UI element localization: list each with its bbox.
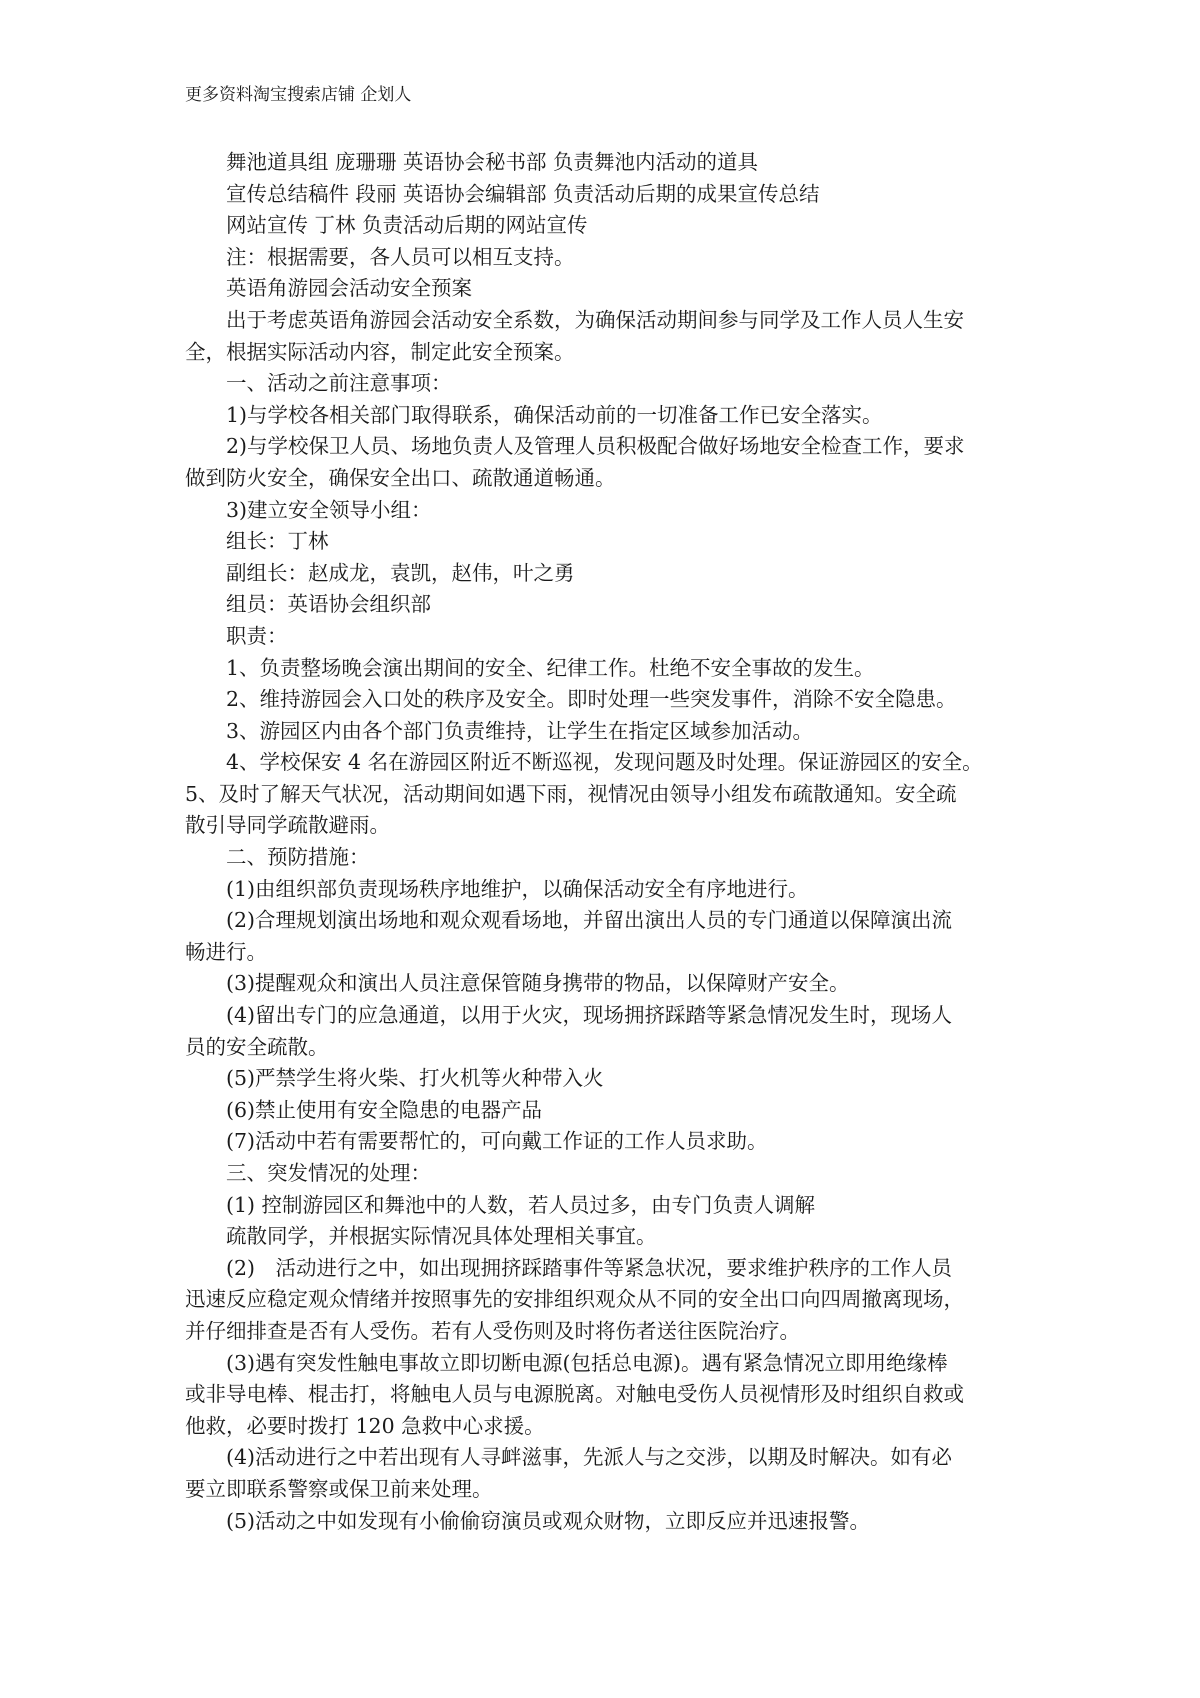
page-header: 更多资料淘宝搜索店铺 企划人	[185, 85, 412, 105]
text-line: 1、负责整场晚会演出期间的安全、纪律工作。杜绝不安全事故的发生。	[226, 655, 875, 680]
text-line: 他救，必要时拨打 120 急救中心求援。	[185, 1413, 545, 1438]
text-line: (3)遇有突发性触电事故立即切断电源(包括总电源)。遇有紧急情况立即用绝缘棒	[226, 1350, 948, 1375]
text-line: (2)合理规划演出场地和观众观看场地，并留出演出人员的专门通道以保障演出流	[226, 908, 953, 933]
text-line: 做到防火安全，确保安全出口、疏散通道畅通。	[185, 465, 616, 490]
text-line: (5)活动之中如发现有小偷偷窃演员或观众财物，立即反应并迅速报警。	[226, 1508, 871, 1533]
text-line: (1) 控制游园区和舞池中的人数，若人员过多，由专门负责人调解	[226, 1192, 816, 1217]
text-line: 3、游园区内由各个部门负责维持，让学生在指定区域参加活动。	[226, 718, 814, 743]
text-line: 组长：丁林	[226, 529, 329, 554]
text-line: 员的安全疏散。	[185, 1034, 329, 1059]
text-line: (4)活动进行之中若出现有人寻衅滋事，先派人与之交涉，以期及时解决。如有必	[226, 1445, 953, 1470]
text-line: 职责：	[226, 623, 288, 648]
text-line: 并仔细排查是否有人受伤。若有人受伤则及时将伤者送往医院治疗。	[185, 1318, 800, 1343]
text-line: (6)禁止使用有安全隐患的电器产品	[226, 1097, 543, 1122]
text-line: 全，根据实际活动内容，制定此安全预案。	[185, 339, 575, 364]
text-line: 副组长：赵成龙，袁凯，赵伟，叶之勇	[226, 560, 575, 585]
text-line: 疏散同学，并根据实际情况具体处理相关事宜。	[226, 1224, 657, 1249]
text-line: (4)留出专门的应急通道，以用于火灾，现场拥挤踩踏等紧急情况发生时，现场人	[226, 1003, 953, 1028]
text-line: 英语角游园会活动安全预案	[226, 276, 472, 301]
text-line: 或非导电棒、棍击打，将触电人员与电源脱离。对触电受伤人员视情形及时组织自救或	[185, 1382, 964, 1407]
text-line: 一、活动之前注意事项：	[226, 371, 452, 396]
text-line: 2、维持游园会入口处的秩序及安全。即时处理一些突发事件，消除不安全隐患。	[226, 687, 957, 712]
text-line: 宣传总结稿件 段丽 英语协会编辑部 负责活动后期的成果宣传总结	[226, 181, 820, 206]
text-line: (2) 活动进行之中，如出现拥挤踩踏事件等紧急状况，要求维护秩序的工作人员	[226, 1255, 953, 1280]
text-line: (7)活动中若有需要帮忙的，可向戴工作证的工作人员求助。	[226, 1129, 768, 1154]
text-line: 畅进行。	[185, 939, 267, 964]
text-line: 1)与学校各相关部门取得联系，确保活动前的一切准备工作已安全落实。	[226, 402, 883, 427]
text-line: 4、学校保安 4 名在游园区附近不断巡视，发现问题及时处理。保证游园区的安全。	[226, 750, 983, 775]
text-line: 散引导同学疏散避雨。	[185, 813, 390, 838]
text-line: 舞池道具组 庞珊珊 英语协会秘书部 负责舞池内活动的道具	[226, 150, 759, 174]
text-line: 3)建立安全领导小组：	[226, 497, 432, 522]
text-line: 要立即联系警察或保卫前来处理。	[185, 1476, 493, 1501]
text-line: (3)提醒观众和演出人员注意保管随身携带的物品，以保障财产安全。	[226, 971, 850, 996]
text-line: 2)与学校保卫人员、场地负责人及管理人员积极配合做好场地安全检查工作，要求	[226, 434, 965, 459]
text-line: 出于考虑英语角游园会活动安全系数，为确保活动期间参与同学及工作人员人生安	[226, 307, 964, 332]
text-line: 三、突发情况的处理：	[226, 1161, 431, 1185]
text-line: (1)由组织部负责现场秩序地维护，以确保活动安全有序地进行。	[226, 876, 809, 901]
text-line: 网站宣传 丁林 负责活动后期的网站宣传	[226, 213, 588, 238]
text-line: (5)严禁学生将火柴、打火机等火种带入火	[226, 1066, 604, 1091]
text-line: 5、及时了解天气状况，活动期间如遇下雨，视情况由领导小组发布疏散通知。安全疏	[185, 781, 957, 806]
document-body	[185, 147, 1045, 1537]
text-line: 迅速反应稳定观众情绪并按照事先的安排组织观众从不同的安全出口向四周撤离现场，	[185, 1287, 964, 1312]
text-line: 组员：英语协会组织部	[226, 592, 431, 617]
text-line: 注：根据需要，各人员可以相互支持。	[226, 244, 575, 269]
text-line: 二、预防措施：	[226, 845, 370, 870]
